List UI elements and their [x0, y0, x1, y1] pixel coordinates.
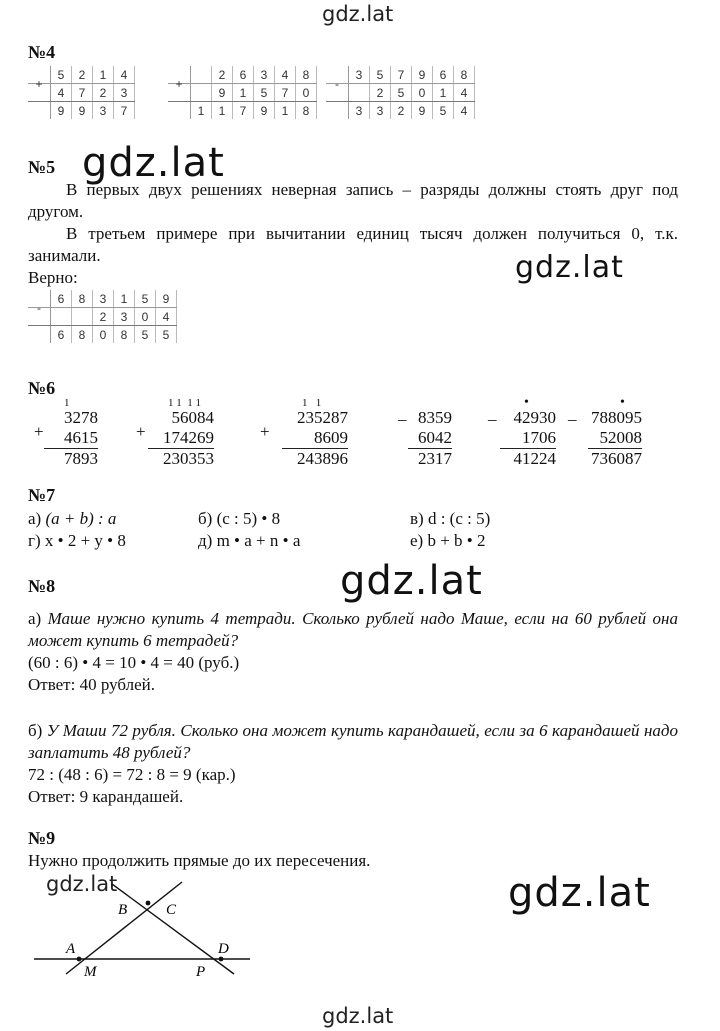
n8-calc-a: (60 : 6) • 4 = 10 • 4 = 40 (руб.): [28, 653, 240, 672]
result: 41224: [500, 448, 556, 469]
digit-cell: 2: [212, 66, 233, 84]
digit-cell: 9: [412, 66, 433, 84]
digit-cell: 4: [275, 66, 296, 84]
digit-cell: 8: [72, 326, 93, 344]
n5-paragraph-1: В первых двух решениях неверная запись – разряды должны стоять друг под другом.: [28, 180, 678, 221]
digit-cell: 7: [233, 102, 254, 120]
n8-answer-b: Ответ: 9 карандашей.: [28, 787, 184, 806]
digit-cell: 3: [349, 102, 370, 120]
digit-cell: 2: [93, 308, 114, 326]
result: 736087: [588, 448, 642, 469]
item-expression: m • a + n • a: [216, 531, 301, 550]
n6-problem-5: [488, 395, 556, 469]
digit-cell: 3: [114, 84, 135, 102]
digit-cell: 5: [135, 326, 156, 344]
digit-cell: 5: [135, 290, 156, 308]
digit-cell: 2: [72, 66, 93, 84]
n7-item-v: [410, 508, 490, 530]
operator-sign: +: [34, 422, 44, 441]
n4-table-1: [28, 66, 135, 119]
result: 243896: [282, 448, 348, 469]
operator-sign: _: [568, 404, 577, 423]
digit-cell: [51, 308, 72, 326]
digit-cell: 1: [114, 290, 135, 308]
n6-problem-4: [398, 398, 452, 469]
result: 7893: [44, 448, 98, 469]
digit-cell: 9: [51, 102, 72, 120]
n8-calc-b: 72 : (48 : 6) = 72 : 8 = 9 (кар.): [28, 765, 236, 784]
operand-a: 3278: [64, 408, 98, 427]
n4-table-3: [326, 66, 475, 119]
item-label: а): [28, 509, 42, 528]
carry-marks: •: [620, 395, 625, 410]
n9-heading: №9: [28, 828, 56, 848]
n4-heading: №4: [28, 42, 56, 62]
digit-cell: 6: [51, 290, 72, 308]
digit-cell: 3: [93, 290, 114, 308]
sign-cell: [168, 102, 191, 120]
n7-item-b: [198, 508, 280, 530]
digit-cell: 7: [275, 84, 296, 102]
sign-cell: +: [168, 75, 191, 93]
point-a: [77, 957, 82, 962]
digit-cell: 5: [156, 326, 177, 344]
sign-cell: +: [28, 75, 51, 93]
watermark-bottom: gdz.lat: [322, 1004, 394, 1028]
question-label: б): [28, 721, 43, 740]
sign-cell: [28, 326, 51, 344]
digit-cell: 6: [51, 326, 72, 344]
n6-problem-6: [568, 395, 642, 469]
digit-cell: 1: [275, 102, 296, 120]
digit-cell: 9: [72, 102, 93, 120]
n5-table: [28, 290, 177, 343]
n5-paragraph-2: В третьем примере при вычитании единиц тысяч должен получиться 0, т.к. занимали.: [28, 224, 678, 265]
n8-question-b: [28, 720, 678, 764]
result: 2317: [408, 448, 452, 469]
digit-cell: 2: [391, 102, 412, 120]
digit-cell: [349, 84, 370, 102]
item-expression: (c : 5) • 8: [216, 509, 281, 528]
item-expression: d : (c : 5): [427, 509, 491, 528]
n5-heading: №5: [28, 157, 56, 177]
operator-sign: _: [398, 404, 407, 423]
watermark-n8: gdz.lat: [340, 558, 483, 604]
digit-cell: 1: [191, 102, 212, 120]
digit-cell: 3: [254, 66, 275, 84]
operand-b: 52008: [599, 428, 642, 447]
n6-heading: №6: [28, 378, 56, 398]
sign-cell: -: [326, 75, 349, 93]
digit-cell: 3: [114, 308, 135, 326]
sign-cell: -: [28, 299, 51, 317]
label-p: P: [196, 964, 206, 980]
n8-question-a: [28, 608, 678, 652]
label-m: M: [84, 964, 97, 980]
digit-cell: 4: [454, 102, 475, 120]
n7-item-a: [28, 508, 116, 530]
watermark-n9: gdz.lat: [46, 872, 118, 896]
operand-b: 6042: [418, 428, 452, 447]
digit-cell: 1: [433, 84, 454, 102]
digit-cell: 9: [212, 84, 233, 102]
operator-sign: +: [136, 422, 146, 441]
line-through-d: [112, 884, 234, 974]
n7-item-e: [410, 530, 486, 552]
operand-a: 788095: [591, 408, 642, 427]
label-a: A: [66, 941, 76, 957]
digit-cell: 7: [391, 66, 412, 84]
digit-cell: 1: [233, 84, 254, 102]
point-d: [219, 957, 224, 962]
sign-cell: [28, 102, 51, 120]
digit-cell: 5: [370, 66, 391, 84]
operator-sign: +: [260, 422, 270, 441]
digit-cell: 4: [156, 308, 177, 326]
n6-problem-2: [136, 397, 214, 469]
digit-cell: 1: [93, 66, 114, 84]
item-label: д): [198, 531, 213, 550]
operand-a: 8359: [418, 408, 452, 427]
digit-cell: 1: [212, 102, 233, 120]
label-d: D: [218, 941, 229, 957]
sign-cell: [326, 102, 349, 120]
n4-table-2: [168, 66, 317, 119]
item-label: е): [410, 531, 424, 550]
operand-a: 235287: [297, 408, 348, 427]
digit-cell: 8: [454, 66, 475, 84]
digit-cell: 6: [433, 66, 454, 84]
n6-problem-1: [34, 397, 98, 469]
item-expression: x • 2 + y • 8: [44, 531, 126, 550]
carry-marks: •: [524, 395, 529, 410]
digit-cell: 5: [433, 102, 454, 120]
digit-cell: 0: [296, 84, 317, 102]
n7-heading: №7: [28, 485, 56, 505]
item-label: в): [410, 509, 424, 528]
operand-b: 8609: [314, 428, 348, 447]
digit-cell: 0: [412, 84, 433, 102]
n7-item-g: [28, 530, 126, 552]
operand-b: 174269: [163, 428, 214, 447]
digit-cell: 0: [93, 326, 114, 344]
digit-cell: 8: [72, 290, 93, 308]
digit-cell: 5: [51, 66, 72, 84]
digit-cell: 0: [135, 308, 156, 326]
question-label: а): [28, 609, 42, 628]
digit-cell: 4: [51, 84, 72, 102]
label-c: C: [166, 902, 177, 918]
watermark-right-2: gdz.lat: [508, 870, 651, 916]
digit-cell: 3: [93, 102, 114, 120]
n8-heading: №8: [28, 576, 56, 596]
digit-cell: [191, 84, 212, 102]
carry-marks: 1 1: [302, 397, 322, 409]
carry-marks: 1 1 1 1: [168, 397, 201, 409]
digit-cell: 8: [114, 326, 135, 344]
n7-item-d: [198, 530, 300, 552]
digit-cell: 8: [296, 102, 317, 120]
n9-intersection-diagram: [0, 870, 300, 990]
digit-cell: 9: [254, 102, 275, 120]
digit-cell: 6: [233, 66, 254, 84]
watermark-n5: gdz.lat: [82, 140, 225, 186]
digit-cell: 5: [254, 84, 275, 102]
label-b: B: [118, 902, 128, 918]
point-b: [146, 901, 151, 906]
digit-cell: 3: [349, 66, 370, 84]
digit-cell: 5: [391, 84, 412, 102]
n8-answer-a: Ответ: 40 рублей.: [28, 675, 155, 694]
watermark-right-1: gdz.lat: [515, 250, 624, 285]
digit-cell: 7: [72, 84, 93, 102]
digit-cell: [72, 308, 93, 326]
digit-cell: [191, 66, 212, 84]
n6-problem-3: [260, 397, 348, 469]
carry-marks: 1: [64, 397, 70, 409]
digit-cell: 9: [412, 102, 433, 120]
digit-cell: 4: [454, 84, 475, 102]
question-text: У Маши 72 рубля. Сколько она может купить карандашей, если за 6 карандашей надо заплатить 48 рублей?: [28, 721, 679, 762]
item-label: г): [28, 531, 41, 550]
n9-text: Нужно продолжить прямые до их пересечения.: [28, 851, 371, 870]
item-label: б): [198, 509, 213, 528]
item-expression: (a + b) : a: [45, 509, 117, 528]
digit-cell: 7: [114, 102, 135, 120]
n5-correct-label: Верно:: [28, 268, 78, 287]
digit-cell: 8: [296, 66, 317, 84]
operand-a: 56084: [171, 408, 214, 427]
item-expression: b + b • 2: [427, 531, 486, 550]
result: 230353: [148, 448, 214, 469]
question-text: Маше нужно купить 4 тетради. Сколько рублей надо Маше, если на 60 рублей она может купить 6 тетрадей?: [28, 609, 678, 650]
carry-marks: [408, 398, 452, 408]
operand-b: 1706: [522, 428, 556, 447]
digit-cell: 3: [370, 102, 391, 120]
digit-cell: 4: [114, 66, 135, 84]
watermark-top: gdz.lat: [322, 2, 394, 26]
digit-cell: 2: [370, 84, 391, 102]
digit-cell: 2: [93, 84, 114, 102]
operator-sign: _: [488, 404, 497, 423]
digit-cell: 9: [156, 290, 177, 308]
line-through-a: [66, 882, 182, 974]
operand-b: 4615: [64, 428, 98, 447]
operand-a: 42930: [513, 408, 556, 427]
